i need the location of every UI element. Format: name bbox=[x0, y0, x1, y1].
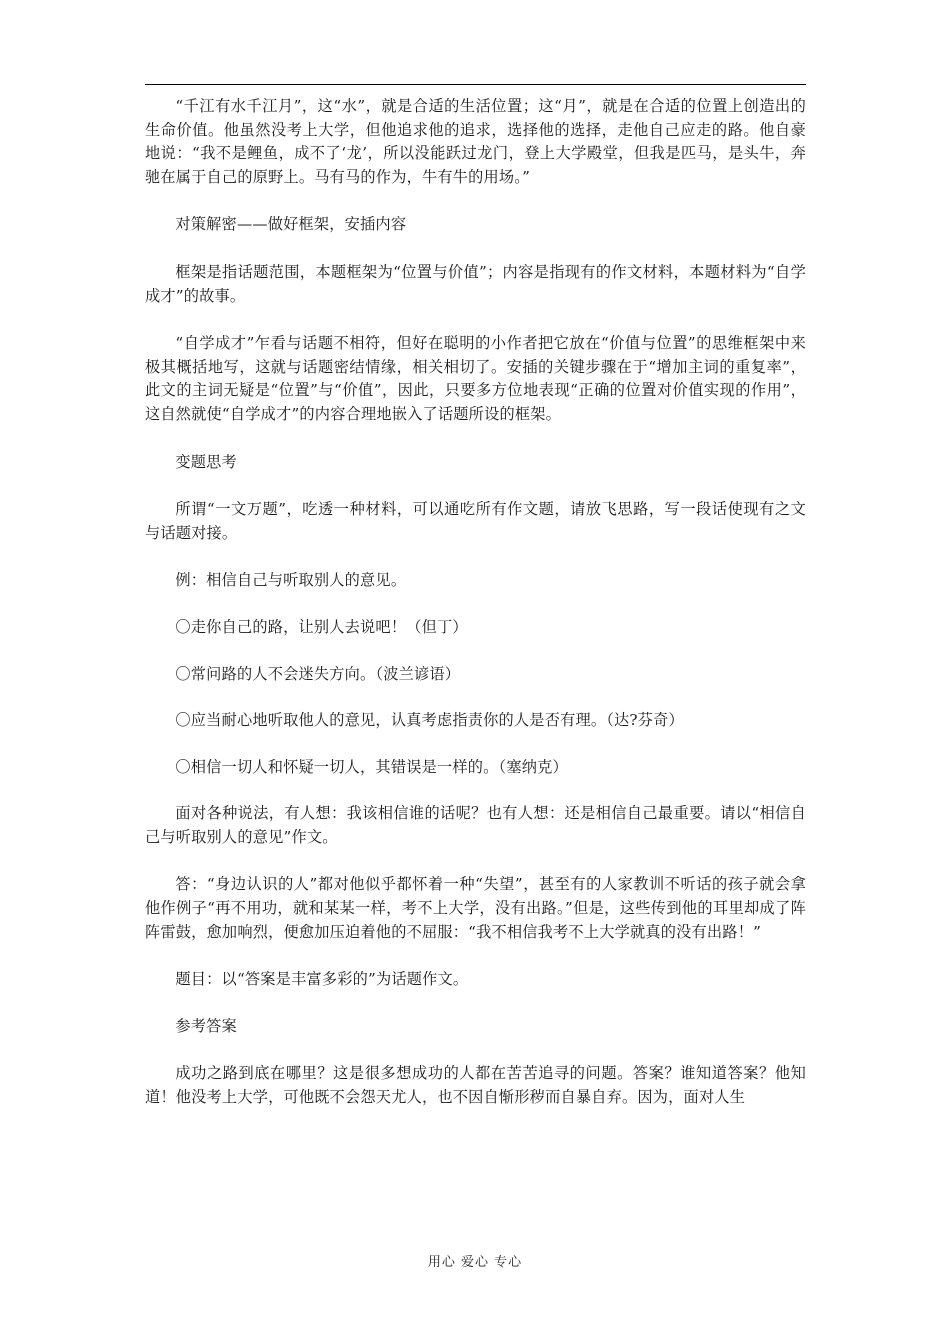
heading-variant-thinking: 变题思考 bbox=[175, 452, 237, 471]
paragraph-self-taught: “自学成才”乍看与话题不相符，但好在聪明的小作者把它放在“价值与位置”的思维框架中来极其概括地写，这就与话题密结情缘，相关相切了。安插的关键步骤在于“增加主词的重复率”，此文的主词无疑是“位置”与“价值”，因此，只要多方位地表现“正确的位置对价值实现的作用”，这自然就使“自学成才”的内容合理地嵌入了话题所设的框架。 bbox=[145, 334, 806, 423]
document-body bbox=[145, 95, 806, 1110]
paragraph-prompt: 面对各种说法，有人想：我该相信谁的话呢？也有人想：还是相信自己最重要。请以“相信自己与听取别人的意见”作文。 bbox=[145, 804, 806, 846]
heading-reference-answer: 参考答案 bbox=[175, 1016, 237, 1035]
quote-item: 〇走你自己的路，让别人去说吧！（但丁） bbox=[175, 617, 468, 636]
heading-strategy: 对策解密——做好框架，安插内容 bbox=[175, 215, 407, 234]
quote-item: 〇应当耐心地听取他人的意见，认真考虑指责你的人是否有理。（达?芬奇） bbox=[175, 711, 684, 730]
page-footer: 用心 爱心 专心 bbox=[427, 1255, 523, 1270]
paragraph-framework: 框架是指话题范围，本题框架为“位置与价值”；内容是指现有的作文材料，本题材料为“自学成才”的故事。 bbox=[145, 262, 806, 305]
header-rule bbox=[145, 84, 806, 85]
paragraph-intro: “千江有水千江月”，这“水”，就是合适的生活位置；这“月”，就是在合适的位置上创造出的生命价值。他虽然没考上大学，但他追求他的追求，选择他的选择，走他自己应走的路。他自豪地说：“我不是鲤鱼，成不了‘龙’，所以没能跃过龙门，登上大学殿堂，但我是匹马，是头牛，奔驰在属于自己的原野上。马有马的作为，牛有牛的用场。” bbox=[145, 97, 806, 186]
paragraph-one-text-many-topics: 所谓“一文万题”，吃透一种材料，可以通吃所有作文题，请放飞思路，写一段话使现有之文与话题对接。 bbox=[145, 500, 806, 542]
paragraph-example: 例：相信自己与听取别人的意见。 bbox=[175, 571, 407, 590]
quote-item: 〇常问路的人不会迷失方向。（波兰谚语） bbox=[175, 664, 461, 683]
paragraph-topic: 题目：以“答案是丰富多彩的”为话题作文。 bbox=[175, 970, 469, 989]
paragraph-success-road: 成功之路到底在哪里？这是很多想成功的人都在苦苦追寻的问题。答案？谁知道答案？他知道！他没考上大学，可他既不会怨天尤人，也不因自惭形秽而自暴自弃。因为，面对人生 bbox=[145, 1064, 806, 1107]
paragraph-answer: 答：“身边认识的人”都对他似乎都怀着一种“失望”，甚至有的人家教训不听话的孩子就会拿他作例子“再不用功，就和某某一样，考不上大学，没有出路。”但是，这些传到他的耳里却成了阵阵雷鼓，愈加响烈，便愈加压迫着他的不屈服：“我不相信我考不上大学就真的没有出路！” bbox=[145, 875, 806, 941]
quote-item: 〇相信一切人和怀疑一切人，其错误是一样的。（塞纳克） bbox=[175, 757, 568, 776]
